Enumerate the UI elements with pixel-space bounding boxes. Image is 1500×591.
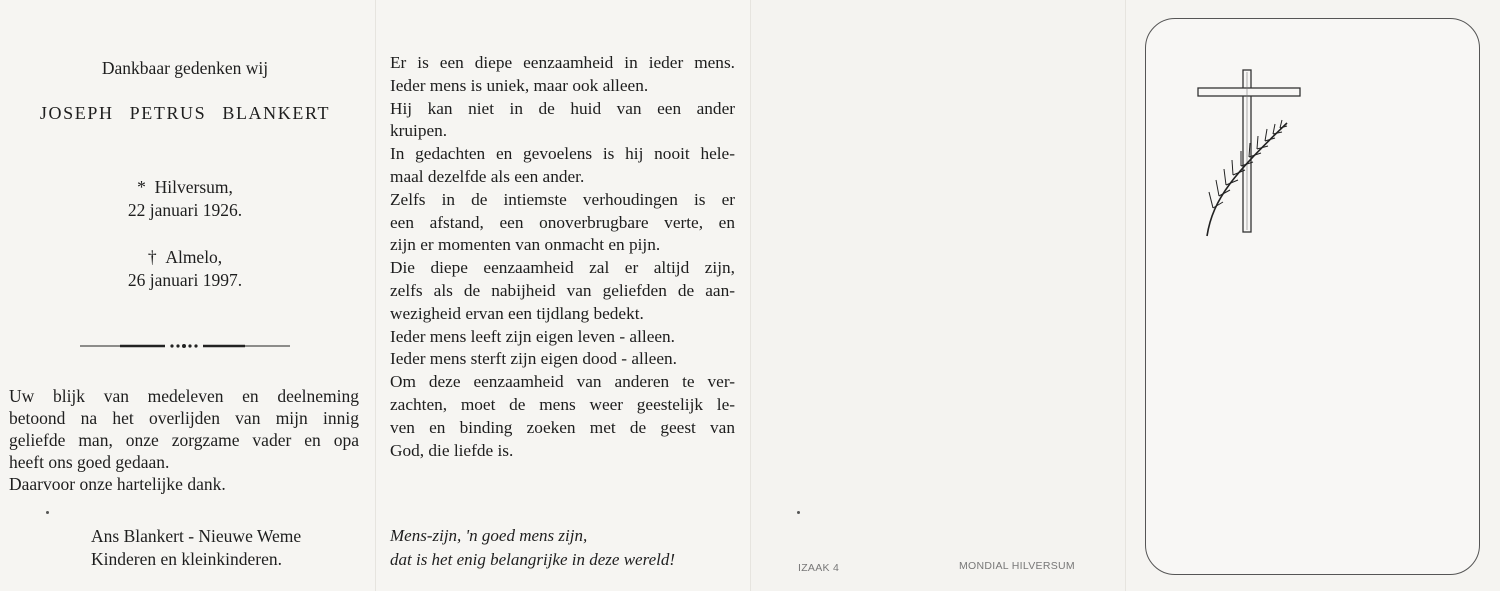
signature-line: Kinderen en kleinkinderen. xyxy=(91,549,282,569)
thanks-line: Daarvoor onze hartelijke dank. xyxy=(9,474,226,494)
thanks-text xyxy=(9,385,359,495)
death-date: 26 januari 1997. xyxy=(127,270,243,290)
poem-line: Om deze eenzaamheid van anderen te ver- xyxy=(390,372,735,392)
blank-panel xyxy=(750,0,1125,591)
left-panel xyxy=(0,0,375,591)
poem-line: God, die liefde is. xyxy=(390,440,514,460)
thanks-line: Uw blijk van medeleven en deelneming xyxy=(9,386,359,406)
poem-line: wezigheid ervan een tijdlang bedekt. xyxy=(390,303,644,323)
card-heading: Dankbaar gedenken wij xyxy=(101,58,269,78)
death-place: Almelo, xyxy=(165,247,223,267)
death-info xyxy=(70,246,300,292)
birth-place: Hilversum, xyxy=(154,177,233,197)
quote-line: dat is het enig belangrijke in deze wereld! xyxy=(390,550,675,569)
signature xyxy=(91,525,301,571)
front-panel xyxy=(1125,0,1500,591)
signature-line: Ans Blankert - Nieuwe Weme xyxy=(91,526,302,546)
printer-name: MONDIAL HILVERSUM xyxy=(959,560,1075,572)
thanks-line: betoond na het overlijden van mijn innig xyxy=(9,408,359,428)
poem-line: Ieder mens sterft zijn eigen dood - alleen. xyxy=(390,349,677,369)
deceased-name: JOSEPH PETRUS BLANKERT xyxy=(39,103,331,123)
poem xyxy=(390,52,735,462)
middle-panel xyxy=(375,0,750,591)
poem-line: zelfs als de nabijheid van geliefden de aan- xyxy=(390,280,735,300)
birth-info xyxy=(70,176,300,222)
poem-line: ven en binding zoeken met de geest van xyxy=(390,417,735,437)
poem-line: Ieder mens is uniek, maar ook alleen. xyxy=(390,75,649,95)
poem-line: Zelfs in de intiemste verhoudingen is er xyxy=(390,189,735,209)
speck xyxy=(797,511,800,514)
poem-line: Hij kan niet in de huid van een ander xyxy=(390,98,735,118)
card-code: IZAAK 4 xyxy=(798,562,840,574)
poem-line: zachten, moet de mens weer geestelijk le- xyxy=(390,394,735,414)
cross-with-palm-icon xyxy=(1195,68,1305,240)
birth-symbol: * xyxy=(137,177,146,197)
poem-line: zijn er momenten van onmacht en pijn. xyxy=(390,235,661,255)
poem-line: kruipen. xyxy=(390,121,448,141)
quote-line: Mens-zijn, 'n goed mens zijn, xyxy=(390,526,588,545)
poem-line: Er is een diepe eenzaamheid in ieder mens. xyxy=(390,53,735,72)
closing-quote xyxy=(390,524,675,572)
cross-symbol: † xyxy=(147,247,157,267)
birth-date: 22 januari 1926. xyxy=(127,200,243,220)
thanks-line: geliefde man, onze zorgzame vader en opa xyxy=(9,430,359,450)
poem-line: maal dezelfde als een ander. xyxy=(390,166,585,186)
ornament-divider xyxy=(80,340,290,352)
thanks-line: heeft ons goed gedaan. xyxy=(9,452,170,472)
speck xyxy=(46,511,49,514)
poem-line: Ieder mens leeft zijn eigen leven - alleen. xyxy=(390,326,675,346)
poem-line: In gedachten en gevoelens is hij nooit hele- xyxy=(390,144,735,164)
poem-line: Die diepe eenzaamheid zal er altijd zijn, xyxy=(390,258,735,278)
poem-line: een afstand, een onoverbrugbare verte, en xyxy=(390,212,735,232)
